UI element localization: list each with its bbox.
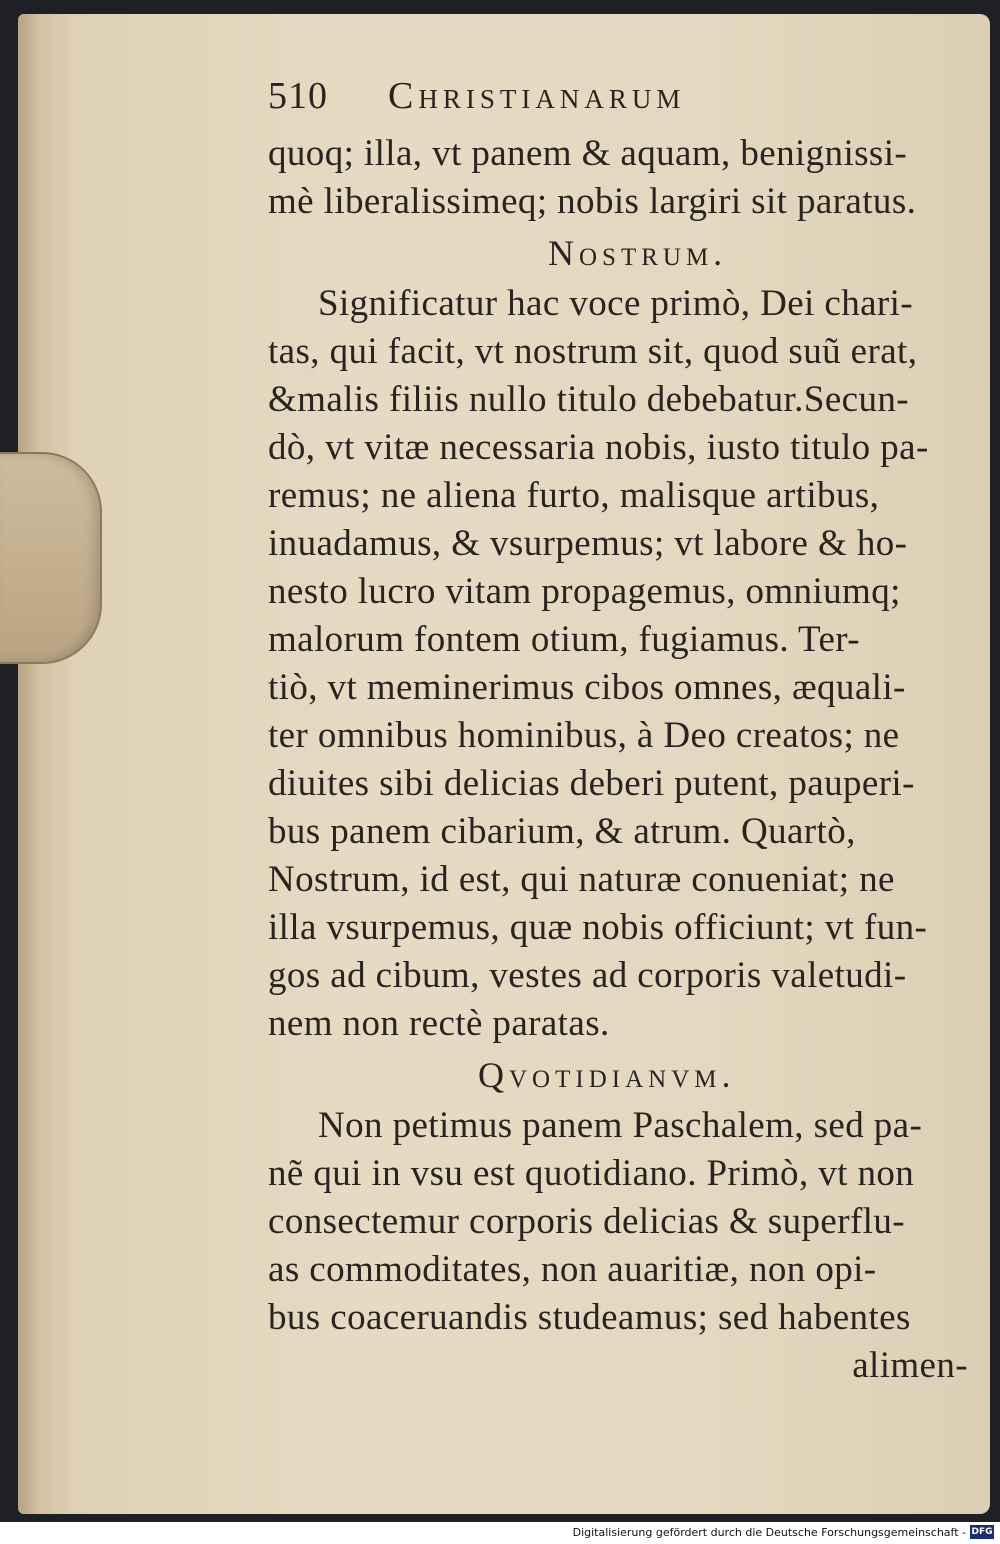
text-line: inuadamus, & vsurpemus; vt labore & ho- <box>268 523 908 564</box>
text-line: tas, qui facit, vt nostrum sit, quod suũ erat, <box>268 331 918 372</box>
footer-bar <box>0 1522 1000 1544</box>
running-title: Christianarum <box>388 75 686 117</box>
text-line: Nostrum, id est, qui naturæ conueniat; ne <box>268 859 895 900</box>
text-line: mè liberalissimeq; nobis largiri sit paratus. <box>268 181 917 222</box>
text-line: &malis filiis nullo titulo debebatur.Secun- <box>268 379 909 420</box>
text-line: dò, vt vitæ necessaria nobis, iusto titulo pa- <box>268 427 929 468</box>
section-heading-quotidianum: Qvotidianvm. <box>478 1055 736 1095</box>
text-line: illa vsurpemus, quæ nobis officiunt; vt fun- <box>268 907 928 948</box>
text-line: malorum fontem otium, fugiamus. Ter- <box>268 619 861 660</box>
text-line: Non petimus panem Paschalem, sed pa- <box>318 1105 923 1146</box>
page-number: 510 <box>268 75 328 117</box>
text-line: nesto lucro vitam propagemus, omniumq; <box>268 571 901 612</box>
paragraph-nostrum <box>268 280 988 1048</box>
text-line: quoq; illa, vt panem & aquam, benignissi- <box>268 133 908 174</box>
text-line: remus; ne aliena furto, malisque artibus, <box>268 475 880 516</box>
book-clasp <box>0 452 102 664</box>
text-line: bus panem cibarium, & atrum. Quartò, <box>268 811 856 852</box>
text-block <box>268 74 988 1390</box>
paragraph-quotidianum <box>268 1102 988 1390</box>
text-line: diuites sibi delicias deberi putent, pauperi- <box>268 763 915 804</box>
text-line: consectemur corporis delicias & superflu- <box>268 1201 905 1242</box>
text-line: as commoditates, non auaritiæ, non opi- <box>268 1249 877 1290</box>
text-line: nem non rectè paratas. <box>268 1003 610 1044</box>
paragraph-continuation <box>268 130 988 226</box>
page-edge <box>18 14 40 1514</box>
funding-credit: Digitalisierung gefördert durch die Deutsche Forschungsgemeinschaft - <box>572 1526 966 1539</box>
page-header <box>268 74 988 130</box>
dfg-logo: DFG <box>971 1527 993 1537</box>
text-line: nẽ qui in vsu est quotidiano. Primò, vt non <box>268 1153 915 1194</box>
text-line: gos ad cibum, vestes ad corporis valetudi- <box>268 955 907 996</box>
section-heading-nostrum: Nostrum. <box>548 233 728 273</box>
text-line: bus coaceruandis studeamus; sed habentes <box>268 1297 911 1338</box>
text-line: Significatur hac voce primò, Dei chari- <box>318 283 914 324</box>
text-line: ter omnibus hominibus, à Deo creatos; ne <box>268 715 900 756</box>
catchword: alimen- <box>852 1345 968 1386</box>
text-line: tiò, vt meminerimus cibos omnes, æquali- <box>268 667 906 708</box>
